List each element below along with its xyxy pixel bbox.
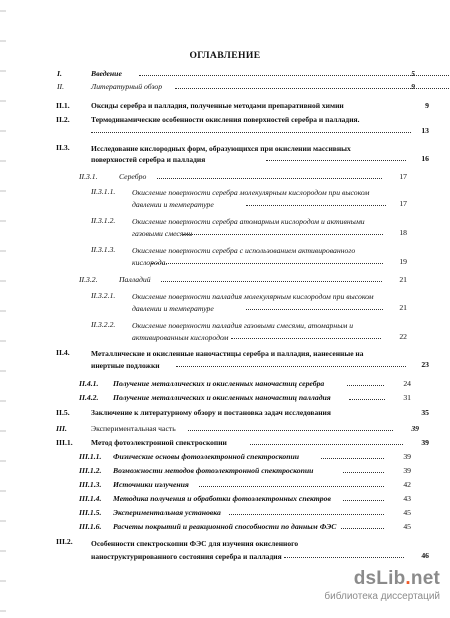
toc-number: III.1.4. [79,494,102,503]
toc-entry[interactable] [91,320,413,342]
toc-page-number: 21 [399,275,407,284]
toc-page-number: 18 [399,228,407,237]
toc-page-number: 46 [421,551,429,560]
toc-leader [176,366,406,367]
toc-page-number: 45 [403,522,411,531]
toc-page-number: 13 [421,126,429,135]
toc-text: Окисление поверхности серебра атомарным кислородом и активными газовыми смесями [132,217,365,238]
toc-page-number: 23 [421,360,429,369]
toc-text: Возможности методов фотоэлектронной спектроскопии [113,466,314,475]
toc-entry[interactable] [79,494,413,503]
toc-page-number: 22 [399,332,407,341]
toc-entry[interactable] [56,438,428,447]
toc-entry[interactable] [91,216,413,238]
toc-leader [246,309,383,310]
toc-text: Источники излучения [113,480,189,489]
toc-number: III.1.3. [79,480,102,489]
toc-number: II.3.1.3. [91,245,116,254]
toc-text: Оксиды серебра и палладия, полученные методами препаративной химии [91,101,344,110]
toc-entry[interactable] [57,82,415,91]
toc-page-number: 19 [399,257,407,266]
toc-text: Окисление поверхности серебра молекулярным кислородом при высоком давлении и температуре [132,188,370,209]
toc-text: Введение [91,69,122,78]
toc-page-number: 39 [403,466,411,475]
toc-text: Термодинамические особенности окисления поверхностей серебра и палладия. [91,115,360,124]
toc-number: III.1. [56,438,73,447]
toc-page-number: 43 [403,494,411,503]
toc-entry[interactable] [91,291,413,313]
toc-text: Экспериментальная часть [91,424,176,433]
toc-number: II.3.2. [79,275,98,284]
toc-number: II. [57,82,65,91]
toc-leader [343,500,384,501]
page-title: ОГЛАВЛЕНИЕ [189,50,261,61]
toc-number: II.3.1. [79,172,98,181]
toc-entry[interactable] [56,408,428,417]
toc-number: II.4. [56,348,70,357]
toc-number: I. [57,69,62,78]
toc-text: Окисление поверхности палладия молекулярным кислородом при высоком давлении и температуре [132,292,374,313]
dslib-logo: dsLib.net [353,568,440,589]
toc-entry[interactable] [79,172,413,181]
toc-page-number: 16 [421,154,429,163]
toc-text: Получение металлических и окисленных наночастиц палладия [113,393,331,402]
toc-leader [343,472,384,473]
toc-page-number: 42 [403,480,411,489]
toc-page-number: 24 [403,379,411,388]
toc-text: Расчеты покрытий и реакционной способности по данным ФЭС [113,522,337,531]
toc-page-number: 9 [411,82,415,91]
toc-number: III. [56,424,67,433]
toc-number: II.3. [56,143,70,152]
toc-leader [246,205,386,206]
toc-number: II.2. [56,115,70,124]
toc-page-number: 17 [399,199,407,208]
toc-text: Окисление поверхности палладия газовыми смесями, атомарным и активированным кислородом [132,321,354,342]
toc-leader [91,132,411,133]
toc-number: II.3.2.2. [91,320,116,329]
toc-leader [266,160,406,161]
toc-leader [199,486,384,487]
toc-entry[interactable] [56,424,428,433]
toc-entry[interactable] [91,187,413,209]
toc-entry[interactable] [91,245,413,267]
toc-leader [347,385,384,386]
toc-entry[interactable] [56,348,428,370]
toc-text: Физические основы фотоэлектронной спектроскопии [113,452,300,461]
toc-text: Палладий [119,275,151,284]
toc-text: Получение металлических и окисленных наночастиц серебра [113,379,325,388]
toc-leader [341,528,384,529]
watermark-caption: библиотека диссертаций [324,591,440,602]
toc-number: III.1.1. [79,452,102,461]
toc-text: Метод фотоэлектронной спектроскопии [91,438,227,447]
toc-leader [321,458,384,459]
toc-page-number: 21 [399,303,407,312]
toc-leader [183,234,383,235]
toc-leader [231,338,381,339]
toc-entry[interactable] [79,379,413,388]
site-watermark [290,568,440,608]
toc-text: Экспериментальная установка [113,508,221,517]
toc-text: Заключение к литературному обзору и постановка задач исследования [91,408,331,417]
toc-text: Литературный обзор [91,82,163,91]
toc-page-number: 31 [403,393,411,402]
toc-entry[interactable] [56,115,428,135]
toc-page-number: 39 [421,438,429,447]
toc-text: Методика получения и обработки фотоэлектронных спектров [113,494,331,503]
toc-entry[interactable] [79,466,413,475]
toc-number: III.2. [56,537,73,546]
toc-page-number: 35 [421,408,429,417]
toc-number: III.1.6. [79,522,102,531]
toc-page-number: 17 [399,172,407,181]
toc-number: II.5. [56,408,70,417]
toc-leader [284,557,404,558]
toc-page-number: 45 [403,508,411,517]
toc-number: III.1.5. [79,508,102,517]
toc-number: II.3.1.2. [91,216,116,225]
toc-page-number: 39 [411,424,419,433]
toc-page-number: 5 [411,69,415,78]
toc-leader [250,444,403,445]
toc-entry[interactable] [57,69,415,78]
toc-number: II.4.2. [79,393,99,402]
toc-entry[interactable] [56,143,428,163]
toc-entry[interactable] [79,508,413,517]
toc-number: III.1.2. [79,466,102,475]
toc-leader [157,178,382,179]
toc-entry[interactable] [79,480,413,489]
toc-leader [161,281,382,282]
toc-number: II.4.1. [79,379,99,388]
toc-entry[interactable] [79,452,413,461]
toc-text: Окисление поверхности серебра с использованием активированного кислорода. [132,246,356,267]
toc-leader [229,514,384,515]
toc-entry[interactable] [79,393,413,402]
toc-entry[interactable] [56,101,428,110]
toc-text: Особенности спектроскопии ФЭС для изучения окисленного наноструктурированного состояния серебра и палладия [91,539,299,561]
toc-text: Металлические и окисленные наночастицы серебра и палладия, нанесенные на инертные подложки [91,349,364,370]
toc-page-number: 9 [425,101,429,110]
toc-leader [151,263,383,264]
toc-leader [188,430,393,431]
toc-number: II.1. [56,101,70,110]
toc-entry[interactable] [79,522,413,531]
toc-number: II.3.2.1. [91,291,116,300]
toc-text: Серебро [119,172,147,181]
toc-entry[interactable] [79,275,413,284]
toc-entry[interactable] [56,537,428,561]
toc-page-number: 39 [403,452,411,461]
toc-number: II.3.1.1. [91,187,116,196]
toc-text: Исследование кислородных форм, образующихся при окислении массивных поверхностей серебра и палладия [91,144,351,164]
toc-leader [349,399,385,400]
